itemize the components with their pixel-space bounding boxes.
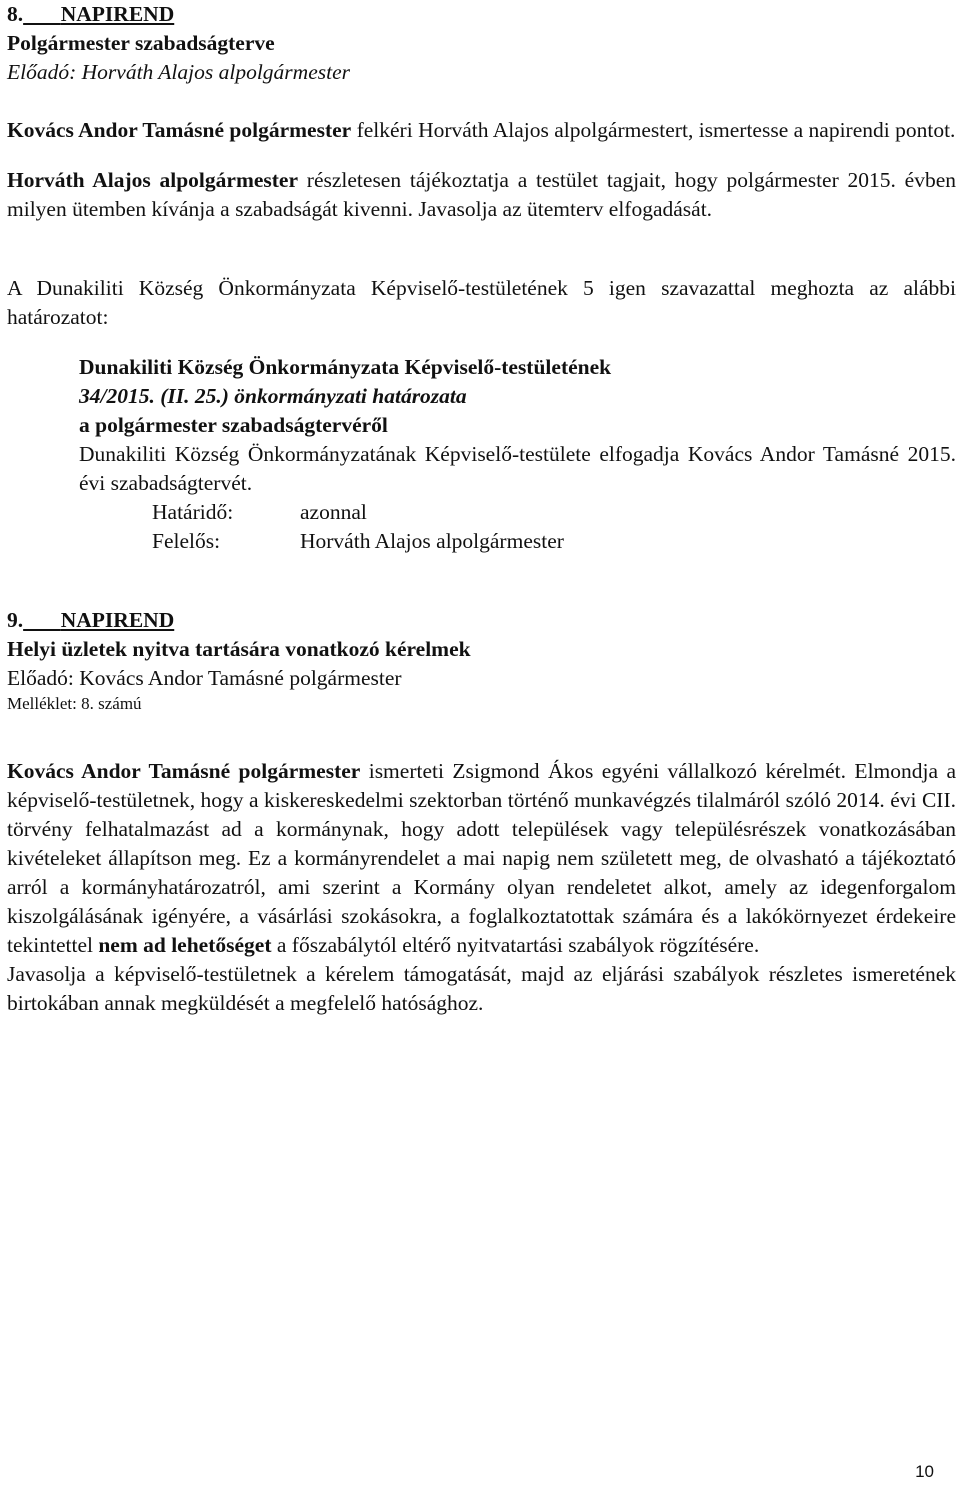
- section-9-napirend: NAPIREND: [60, 608, 175, 632]
- speaker-name: Kovács Andor Tamásné polgármester: [7, 759, 361, 783]
- paragraph-text: felkéri Horváth Alajos alpolgármestert, ismertesse a napirendi pontot.: [351, 118, 956, 142]
- section-9-paragraph-2: Javasolja a képviselő-testületnek a kérelem támogatását, majd az eljárási szabályok részletes ismeretének birtokában annak megküldését a megfelelő hatósághoz.: [7, 962, 956, 1015]
- section-8-tab: [23, 2, 174, 26]
- section-9-presenter: Előadó: Kovács Andor Tamásné polgármester: [7, 666, 402, 690]
- emphasis-text: nem ad lehetőséget: [98, 933, 272, 957]
- resolution-number: 34/2015. (II. 25.) önkormányzati határozata: [79, 384, 467, 408]
- section-9-heading: [7, 606, 956, 635]
- responsible-row: [7, 527, 956, 556]
- resolution-block: [7, 353, 956, 498]
- section-8-title: Polgármester szabadságterve: [7, 31, 275, 55]
- section-8-heading: [7, 0, 956, 29]
- section-9-number: 9.: [7, 608, 24, 632]
- section-8-paragraph-3: A Dunakiliti Község Önkormányzata Képviselő-testületének 5 igen szavazattal meghozta az alábbi határozatot:: [7, 276, 956, 329]
- speaker-name: Kovács Andor Tamásné polgármester: [7, 118, 352, 142]
- deadline-label: Határidő:: [152, 500, 234, 524]
- deadline-value: azonnal: [300, 500, 367, 524]
- section-8-napirend: NAPIREND: [60, 2, 175, 26]
- resolution-body: Dunakiliti Község Önkormányzata Képviselő-testületének: [79, 355, 612, 379]
- section-8-paragraph-2: [7, 166, 956, 224]
- paragraph-text-end: a főszabálytól eltérő nyitvatartási szabályok rögzítésére.: [271, 933, 760, 957]
- section-9-tab: [23, 608, 174, 632]
- section-8-number: 8.: [7, 2, 24, 26]
- section-9-title: Helyi üzletek nyitva tartására vonatkozó kérelmek: [7, 637, 471, 661]
- document-page: [7, 0, 956, 1018]
- responsible-label: Felelős:: [152, 529, 221, 553]
- speaker-name: Horváth Alajos alpolgármester: [7, 168, 299, 192]
- resolution-text: Dunakiliti Község Önkormányzatának Képviselő-testülete elfogadja Kovács Andor Tamásné 2015. évi szabadságtervét.: [79, 442, 956, 495]
- paragraph-text: ismerteti Zsigmond Ákos egyéni vállalkozó kérelmét. Elmondja a képviselő-testületnek, hogy a kiskereskedelmi szektorban történő munkavégzés tilalmáról szóló 2014. évi CII. törvény felhatalmazást ad a kormánynak, hogy adott települések vagy településrészek vonatkozásában kivételeket állapítson meg. Ez a kormányrendelet a mai napig nem született meg, de olvasható a tájékoztató arról a kormányhatározatról, ami szerint a Kormány olyan rendeletet alkot, amely az idegenforgalom kiszolgálásának igényére, a vásárlási szokásokra, a foglalkoztatottak számára és a lakókörnyezet érdekeire tekintettel: [7, 759, 956, 957]
- deadline-row: [7, 498, 956, 527]
- resolution-subject: a polgármester szabadságtervéről: [79, 413, 388, 437]
- section-8-paragraph-1: [7, 116, 956, 145]
- paragraph-text: részletesen tájékoztatja a testület tagjait, hogy polgármester 2015. évben milyen ütemben kívánja a szabadságát kivenni. Javasolja az ütemterv elfogadását.: [7, 168, 956, 221]
- page-number: 10: [915, 1462, 934, 1481]
- responsible-value: Horváth Alajos alpolgármester: [300, 529, 564, 553]
- section-9-attachment: Melléklet: 8. számú: [7, 694, 142, 713]
- section-8-presenter: Előadó: Horváth Alajos alpolgármester: [7, 60, 350, 84]
- section-9-paragraph-1: [7, 757, 956, 960]
